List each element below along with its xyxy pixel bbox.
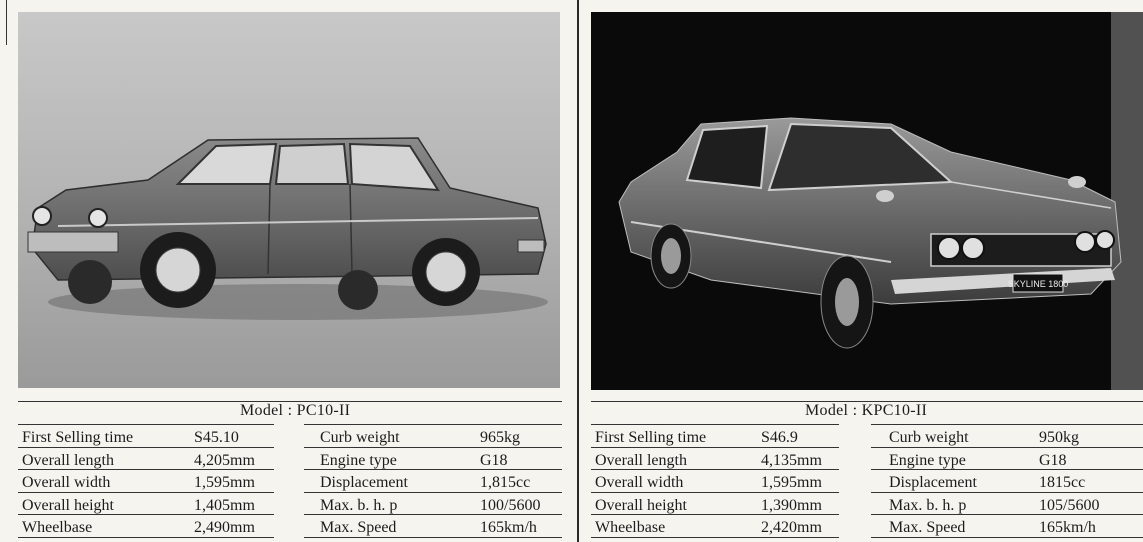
spec-label: Wheelbase: [595, 519, 666, 537]
spec-value: 2,490mm: [194, 519, 255, 537]
spec-row: [304, 425, 562, 448]
spec-table-dimensions: [591, 424, 839, 538]
spec-row: [871, 515, 1143, 538]
model-code: KPC10-II: [861, 402, 928, 419]
model-heading: [240, 402, 350, 420]
spec-value: S46.9: [761, 429, 798, 446]
spec-label: Max. b. h. p: [889, 496, 967, 514]
model-label: Model: [805, 402, 849, 419]
spec-value: 965kg: [480, 429, 520, 446]
spec-label: Overall height: [595, 496, 687, 514]
spec-value: 4,205mm: [194, 451, 255, 469]
spec-row: [871, 493, 1143, 516]
spec-label: Overall width: [595, 474, 684, 492]
spec-value: 1815cc: [1039, 474, 1086, 492]
spec-value: 4,135mm: [761, 451, 822, 469]
spec-value: 1,390mm: [761, 496, 822, 514]
spec-row: [304, 493, 562, 516]
spec-row: [591, 493, 839, 516]
spec-value: 1,595mm: [194, 474, 255, 492]
spec-value: 1,595mm: [761, 474, 822, 492]
license-plate-text: SKYLINE 1800: [1007, 279, 1069, 289]
model-separator: :: [852, 402, 858, 419]
model-separator: :: [287, 402, 293, 419]
spec-label: Engine type: [889, 451, 966, 469]
spec-label: Curb weight: [889, 429, 969, 446]
spec-value: S45.10: [194, 429, 239, 446]
spec-row: [18, 448, 274, 471]
spec-value: 1,405mm: [194, 496, 255, 514]
spec-table-dimensions: [18, 424, 274, 538]
spec-label: Curb weight: [320, 429, 400, 446]
spec-label: Max. Speed: [889, 519, 966, 537]
spec-value: G18: [1039, 451, 1067, 469]
spec-label: Max. b. h. p: [320, 496, 398, 514]
spec-row: [871, 470, 1143, 493]
sedan-photo: [18, 12, 560, 388]
spec-label: Overall length: [22, 451, 114, 469]
spec-row: [18, 470, 274, 493]
spec-value: 165km/h: [480, 519, 537, 537]
spec-row: [18, 515, 274, 538]
spec-value: 165km/h: [1039, 519, 1096, 537]
spec-table-performance: [304, 424, 562, 538]
spec-label: First Selling time: [22, 429, 134, 446]
spec-row: [591, 515, 839, 538]
spec-row: [591, 470, 839, 493]
spec-label: Overall length: [595, 451, 687, 469]
spec-label: Overall width: [22, 474, 111, 492]
spec-value: 1,815cc: [480, 474, 531, 492]
spec-row: [871, 425, 1143, 448]
spec-value: 105/5600: [1039, 496, 1100, 514]
spec-row: [304, 448, 562, 471]
spec-label: Displacement: [320, 474, 408, 492]
spec-label: Max. Speed: [320, 519, 397, 537]
spec-value: 950kg: [1039, 429, 1079, 446]
spec-label: Displacement: [889, 474, 977, 492]
spec-row: [304, 470, 562, 493]
spec-label: Wheelbase: [22, 519, 93, 537]
spec-value: 2,420mm: [761, 519, 822, 537]
spec-row: [18, 493, 274, 516]
model-label: Model: [240, 402, 284, 419]
spec-label: First Selling time: [595, 429, 707, 446]
spec-table-performance: [871, 424, 1143, 538]
spec-row: [18, 425, 274, 448]
spec-row: [591, 448, 839, 471]
spec-row: [304, 515, 562, 538]
spec-row: [591, 425, 839, 448]
coupe-panel: [577, 0, 1143, 542]
spec-label: Engine type: [320, 451, 397, 469]
model-heading: [805, 402, 927, 420]
model-code: PC10-II: [296, 402, 351, 419]
spec-row: [871, 448, 1143, 471]
spec-value: G18: [480, 451, 508, 469]
spec-value: 100/5600: [480, 496, 541, 514]
spec-label: Overall height: [22, 496, 114, 514]
coupe-photo: [591, 12, 1143, 390]
